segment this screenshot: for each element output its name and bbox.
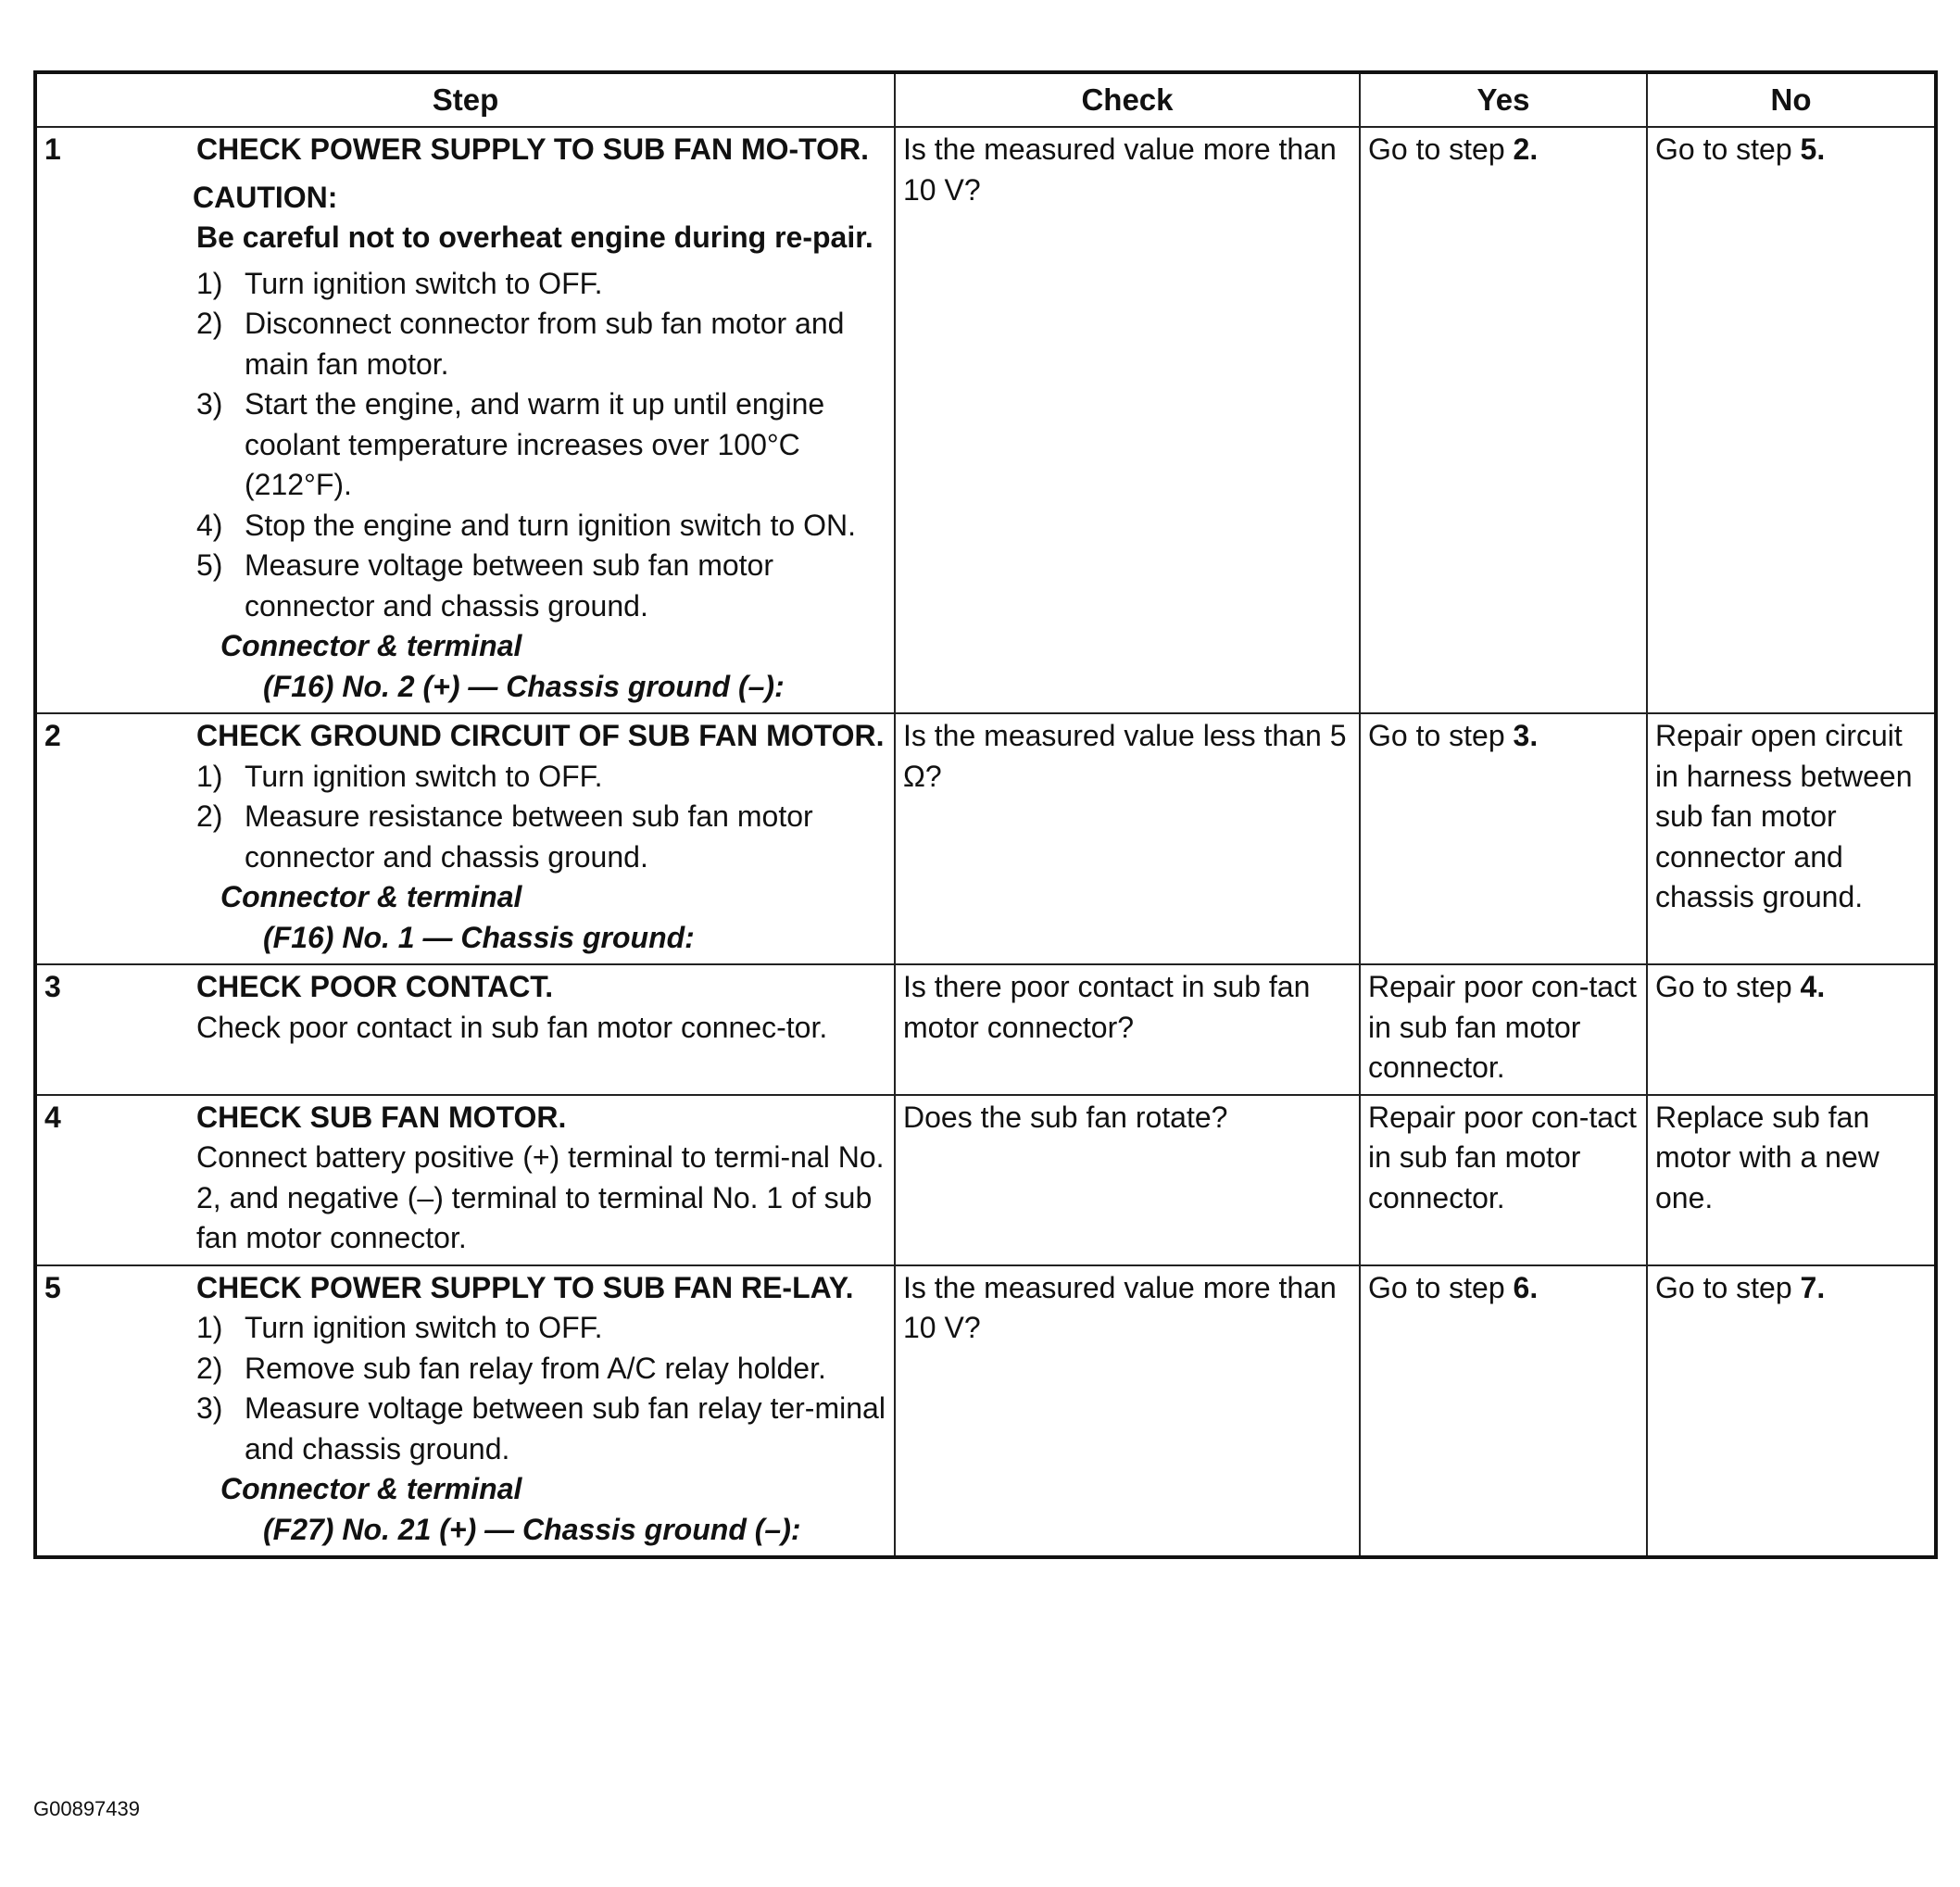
check-cell: Is the measured value more than 10 V?	[895, 127, 1360, 713]
procedure-item	[196, 384, 886, 506]
procedure-text: Turn ignition switch to OFF.	[245, 1311, 603, 1344]
step-number: 4	[44, 1100, 61, 1134]
step-cell	[35, 127, 895, 713]
step-number: 5	[44, 1270, 61, 1304]
procedure-item	[196, 506, 886, 547]
yes-prefix: Go to step	[1368, 1270, 1514, 1304]
procedure-item	[196, 1349, 886, 1390]
step-cell	[35, 1095, 895, 1265]
no-step-ref: 4.	[1800, 970, 1826, 1003]
connector-label: Connector & terminal	[220, 629, 522, 662]
yes-step-ref: 6.	[1513, 1270, 1539, 1304]
step-cell	[35, 964, 895, 1095]
no-prefix: Go to step	[1655, 970, 1801, 1003]
step-description: Connect battery positive (+) terminal to termi-nal No. 2, and negative (–) terminal to terminal No. 1 of sub fan motor connector.	[196, 1140, 885, 1254]
procedure-item	[196, 546, 886, 626]
connector-value: (F16) No. 1 — Chassis ground:	[263, 920, 695, 954]
no-step-ref: 5.	[1800, 132, 1826, 166]
step-body	[196, 716, 886, 958]
step-cell	[35, 713, 895, 964]
no-cell	[1647, 964, 1936, 1095]
connector-label: Connector & terminal	[220, 1472, 522, 1505]
procedure-list	[196, 1308, 886, 1469]
procedure-index: 5)	[196, 548, 223, 582]
header-check: Check	[895, 72, 1360, 127]
yes-step-ref: 2.	[1513, 132, 1539, 166]
procedure-index: 4)	[196, 508, 223, 542]
procedure-item	[196, 304, 886, 384]
yes-cell: Repair poor con-tact in sub fan motor connector.	[1360, 964, 1647, 1095]
step-number: 1	[44, 132, 61, 166]
table-row	[35, 1265, 1936, 1558]
procedure-index: 1)	[196, 1311, 223, 1344]
yes-prefix: Go to step	[1368, 719, 1514, 752]
step-body	[196, 967, 886, 1048]
diagnostic-table-wrapper	[33, 70, 1934, 1559]
caution-text: Be careful not to overheat engine during re-pair.	[196, 220, 873, 254]
yes-cell	[1360, 713, 1647, 964]
procedure-item	[196, 1308, 886, 1349]
step-description: Check poor contact in sub fan motor connec-tor.	[196, 1010, 828, 1044]
procedure-text: Measure voltage between sub fan motor connector and chassis ground.	[245, 548, 773, 623]
header-row	[35, 72, 1936, 127]
step-body	[196, 1098, 886, 1259]
yes-cell	[1360, 1265, 1647, 1558]
check-cell: Does the sub fan rotate?	[895, 1095, 1360, 1265]
step-title: CHECK POWER SUPPLY TO SUB FAN RE-LAY.	[196, 1270, 854, 1304]
caution-label: CAUTION:	[193, 180, 338, 214]
header-step: Step	[35, 72, 895, 127]
procedure-item	[196, 797, 886, 877]
connector-value: (F16) No. 2 (+) — Chassis ground (–):	[263, 669, 785, 703]
no-cell: Repair open circuit in harness between sub fan motor connector and chassis ground.	[1647, 713, 1936, 964]
step-title: CHECK POWER SUPPLY TO SUB FAN MO-TOR.	[196, 132, 870, 166]
no-cell	[1647, 127, 1936, 713]
no-prefix: Go to step	[1655, 132, 1801, 166]
procedure-list	[196, 757, 886, 878]
no-cell: Replace sub fan motor with a new one.	[1647, 1095, 1936, 1265]
procedure-index: 2)	[196, 307, 223, 340]
procedure-text: Remove sub fan relay from A/C relay holder.	[245, 1351, 826, 1385]
no-prefix: Go to step	[1655, 1270, 1801, 1304]
connector-value: (F27) No. 21 (+) — Chassis ground (–):	[263, 1512, 801, 1546]
procedure-index: 1)	[196, 266, 223, 300]
procedure-text: Measure resistance between sub fan motor connector and chassis ground.	[245, 799, 813, 874]
step-title: CHECK GROUND CIRCUIT OF SUB FAN MOTOR.	[196, 719, 885, 752]
procedure-text: Measure voltage between sub fan relay ter-minal and chassis ground.	[245, 1391, 886, 1466]
step-body	[196, 1268, 886, 1551]
procedure-item	[196, 264, 886, 305]
procedure-index: 3)	[196, 1391, 223, 1425]
connector-label: Connector & terminal	[220, 880, 522, 913]
procedure-item	[196, 757, 886, 798]
step-number: 2	[44, 719, 61, 752]
step-number: 3	[44, 970, 61, 1003]
procedure-index: 1)	[196, 759, 223, 793]
table-row	[35, 127, 1936, 713]
check-cell: Is there poor contact in sub fan motor connector?	[895, 964, 1360, 1095]
procedure-text: Turn ignition switch to OFF.	[245, 759, 603, 793]
procedure-list	[196, 264, 886, 627]
procedure-text: Turn ignition switch to OFF.	[245, 266, 603, 300]
figure-code: G00897439	[33, 1797, 140, 1820]
procedure-index: 2)	[196, 799, 223, 833]
procedure-text: Disconnect connector from sub fan motor and main fan motor.	[245, 307, 845, 381]
procedure-item	[196, 1389, 886, 1469]
procedure-index: 3)	[196, 387, 223, 421]
table-row	[35, 964, 1936, 1095]
step-body	[193, 130, 886, 707]
yes-cell	[1360, 127, 1647, 713]
yes-cell: Repair poor con-tact in sub fan motor connector.	[1360, 1095, 1647, 1265]
header-yes: Yes	[1360, 72, 1647, 127]
yes-step-ref: 3.	[1513, 719, 1539, 752]
procedure-text: Start the engine, and warm it up until engine coolant temperature increases over 100°C (212°F).	[245, 387, 825, 501]
no-step-ref: 7.	[1800, 1270, 1826, 1304]
procedure-text: Stop the engine and turn ignition switch to ON.	[245, 508, 856, 542]
step-cell	[35, 1265, 895, 1558]
diagnostic-table	[33, 70, 1938, 1559]
check-cell: Is the measured value more than 10 V?	[895, 1265, 1360, 1558]
header-no: No	[1647, 72, 1936, 127]
procedure-index: 2)	[196, 1351, 223, 1385]
check-cell: Is the measured value less than 5 Ω?	[895, 713, 1360, 964]
step-title: CHECK SUB FAN MOTOR.	[196, 1100, 567, 1134]
yes-prefix: Go to step	[1368, 132, 1514, 166]
no-cell	[1647, 1265, 1936, 1558]
step-title: CHECK POOR CONTACT.	[196, 970, 554, 1003]
table-row	[35, 1095, 1936, 1265]
table-row	[35, 713, 1936, 964]
